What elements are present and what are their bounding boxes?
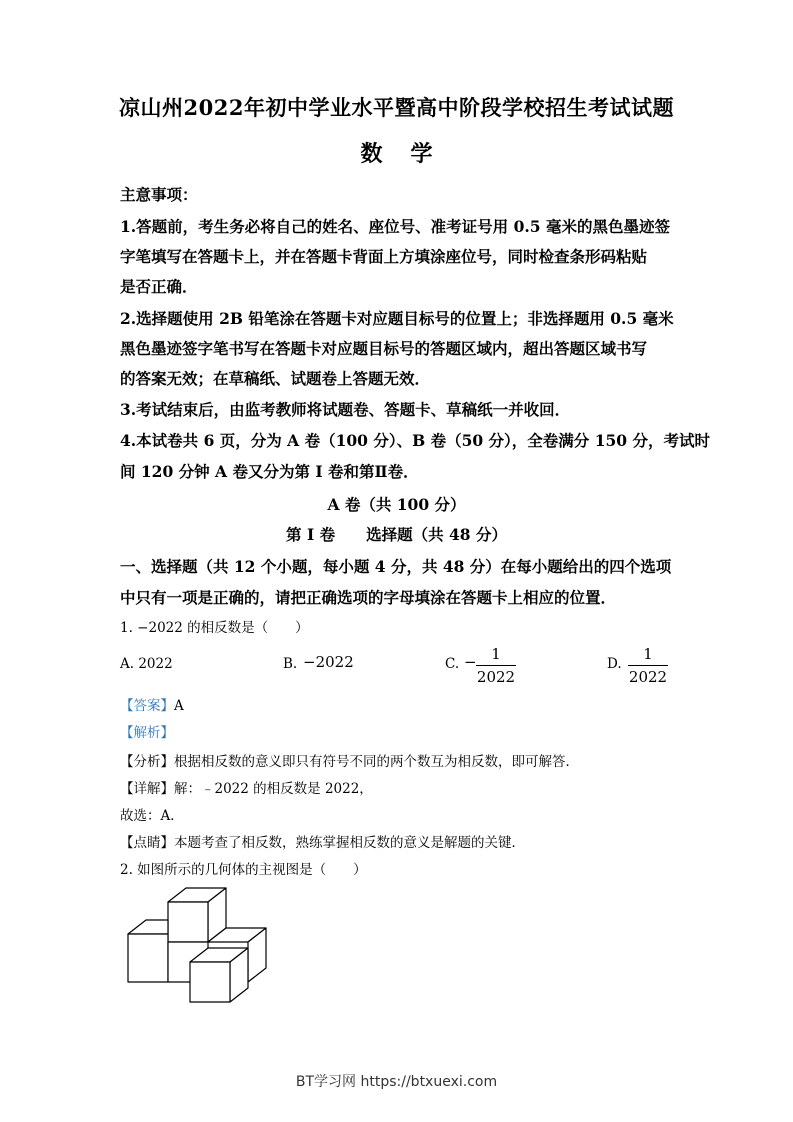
notice-line: 1.答题前，考生务必将自己的姓名、座位号、准考证号用 0.5 毫米的黑色墨迹签 [120,217,670,236]
top-cube-front-face [168,902,208,942]
exam-title: 凉山州2022年初中学业水平暨高中阶段学校招生考试试题 [119,95,674,120]
q1-option-b-label: B. [283,656,298,672]
front-cube-front-face [190,962,230,1002]
q1-stem: 1. −2022 的相反数是（ ） [120,620,309,636]
geometry-solid-figure [124,886,272,1008]
part1-heading: 第 I 卷 选择题（共 48 分） [286,525,507,544]
instruction-line: 一、选择题（共 12 个小题，每小题 4 分，共 48 分）在每小题给出的四个选项 [120,557,672,576]
fraction-bar [628,665,668,666]
a-paper-heading: A 卷（共 100 分） [327,495,466,514]
q1-xiangjie: 【详解】解：﹣2022 的相反数是 2022， [120,781,373,797]
left-cube-top-face [128,920,168,934]
notice-line: 字笔填写在答题卡上，并在答题卡背面上方填涂座位号，同时检查条形码粘贴 [120,247,648,266]
fraction-denominator: 2022 [476,668,516,686]
notice-line: 2.选择题使用 2B 铅笔涂在答题卡对应题目标号的位置上；非选择题用 0.5 毫米 [120,309,674,328]
fraction-numerator: 1 [643,645,653,663]
page-footer-watermark: BT学习网 https://btxuexi.com [295,1074,498,1090]
answer-tag: 【答案】 [120,698,174,714]
q1-option-d-fraction [628,645,668,686]
q1-option-c-sign: − [464,653,477,671]
subject-title: 数学 [360,141,461,167]
notice-heading: 主意事项： [120,185,198,204]
notice-line: 4.本试卷共 6 页，分为 A 卷（100 分）、B 卷（50 分），全卷满分 150 分，考试时 [120,431,710,450]
q1-guxuan: 故选：A． [120,808,184,824]
notice-line: 间 120 分钟 A 卷又分为第 I 卷和第Ⅱ卷． [120,462,419,481]
fraction-bar [476,665,516,666]
analysis-tag: 【解析】 [120,725,174,741]
q1-answer [120,694,184,714]
q1-option-d-label: D. [607,656,622,672]
q1-fenxi: 【分析】根据相反数的意义即只有符号不同的两个数互为相反数，即可解答． [120,754,579,770]
notice-line: 3.考试结束后，由监考教师将试题卷、答题卡、草稿纸一并收回． [120,400,571,419]
answer-value: A [174,698,184,714]
q1-option-a: A. 2022 [120,656,173,672]
q1-option-b-value: −2022 [303,653,354,671]
notice-line: 是否正确． [120,277,198,296]
instruction-line: 中只有一项是正确的，请把正确选项的字母填涂在答题卡上相应的位置． [120,588,617,607]
q1-dianjing: 【点睛】本题考查了相反数，熟练掌握相反数的意义是解题的关键． [120,835,525,851]
notice-line: 的答案无效；在草稿纸、试题卷上答题无效． [120,369,431,388]
notice-line: 黑色墨迹签字笔书写在答题卡对应题目标号的答题区域内，超出答题区域书写 [120,339,648,358]
q1-option-c-fraction [476,645,516,686]
q2-stem: 2. 如图所示的几何体的主视图是（ ） [120,862,367,878]
left-cube-front-face [128,934,168,982]
q1-option-c-label: C. [445,656,460,672]
fraction-denominator: 2022 [628,668,668,686]
fraction-numerator: 1 [491,645,501,663]
